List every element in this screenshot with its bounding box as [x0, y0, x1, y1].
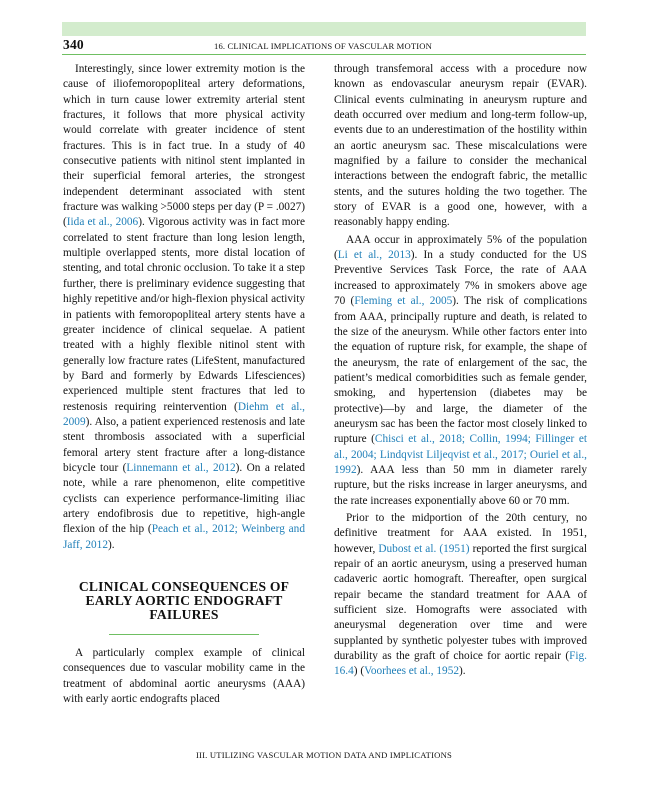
paragraph-text: ) ( — [353, 665, 365, 678]
paragraph-text: through transfemoral access with a procedure now known as endovascular aneurysm repair (EVAR). Clinical events culminating in aneurysm rupture and death occurred over medium and long-term follow-up, events due to an underestimation of the hostility within an aortic aneurysm sac. These miscalculations were magnified by a failure to consider the mechanical interactions between the endograft fabric, the metallic stents, and the sutures holding the two together. The story of EVAR is a good one, however, with a reasonably happy ending. — [334, 63, 587, 229]
paragraph-text: ). The risk of complications from AAA, principally rupture and death, is related to the size of the aneurysm. While other factors enter into the equation of rupture risk, for example, the shape of the aneurysm, the rate of enlargement of the sac, the patient’s medical comorbidities such as female gender, smoking, and hypertension (diabetes may be protective)—by and large, the diameter of the aneurysm sac has been the factor most closely linked to rupture ( — [334, 295, 587, 446]
citation-link[interactable]: Voorhees et al., 1952 — [364, 665, 459, 678]
paragraph-text: Interestingly, since lower extremity motion is the cause of iliofemoropopliteal artery deformations, which in turn cause lower extremity arterial stent fractures, it follows that more physical activity would correlate with greater incidence of stent fractures. This is in fact true. In a study of 40 consecutive patients with nitinol stent implanted in their superficial femoral arteries, the strongest independent determinant associated with stent fracture was walking >5000 steps per day (P = .0027) ( — [63, 63, 305, 229]
citation-link[interactable]: Dubost et al. (1951) — [378, 542, 470, 555]
section-heading-rule — [109, 634, 259, 635]
paragraph-text: ). Also, a patient experienced restenosis and late stent thrombosis associated with a superficial femoral artery stent fracture after a long-distance bicycle tour ( — [63, 415, 305, 474]
paragraph-text: Prior to the midportion of the 20th century, no definitive treatment for AAA existed. In 1951, however, — [334, 511, 587, 555]
header-rule — [62, 54, 586, 55]
citation-link[interactable]: Li et al., 2013 — [337, 249, 411, 262]
body-paragraph — [63, 646, 305, 707]
header-band — [62, 22, 586, 36]
paragraph-text: ). In a study conducted for the US Preventive Services Task Force, the rate of AAA increased to approximately 7% in smokers above age 70 ( — [334, 249, 587, 308]
section-heading — [63, 580, 305, 624]
citation-link[interactable]: Fleming et al., 2005 — [354, 295, 453, 308]
body-paragraph — [334, 233, 587, 509]
right-column — [334, 62, 587, 682]
paragraph-text: ). — [107, 538, 115, 551]
left-column — [63, 62, 305, 709]
section-heading-line: FAILURES — [149, 607, 219, 622]
running-title: 16. CLINICAL IMPLICATIONS OF VASCULAR MOTION — [214, 41, 432, 51]
body-paragraph — [334, 62, 587, 231]
citation-link[interactable]: Iida et al., 2006 — [66, 216, 139, 229]
citation-link[interactable]: Peach et al., 2012; Weinberg and Jaff, 2012 — [63, 523, 305, 551]
body-paragraph — [334, 511, 587, 680]
citation-link[interactable]: Fig. 16.4 — [334, 650, 587, 678]
section-heading-line: CLINICAL CONSEQUENCES OF — [78, 579, 290, 594]
paragraph-text: ). Vigorous activity was in fact more correlated to stent fracture than long lesion length, multiple overlapped stents, more distal location of stenting, and total chronic occlusion. To take it a step further, there is preliminary evidence suggesting that highly repetitive and/or high-flexion physical activity in patients with femoropopliteal artery stents have a greater incidence of clinical sequelae. A patient treated with a highly flexible nitinol stent with generally low fracture rates (LifeStent, manufactured by Bard and formerly by Edwards Lifesciences) experienced multiple stent fractures that led to restenosis requiring reintervention ( — [63, 216, 306, 413]
paragraph-text: AAA occur in approximately 5% of the population ( — [334, 233, 587, 262]
paragraph-text: ). On a related note, while a rare phenomenon, elite competitive cyclists can experience performance-limiting iliac artery endofibrosis due to repetitive, high-angle flexion of the hip ( — [63, 461, 306, 536]
paragraph-text: reported the first surgical repair of an aortic aneurysm, using a preserved human cadaveric aortic homograft. Thereafter, open surgical repair became the standard treatment for AAA of sufficient size. Homografts were associated with aneurysmal degeneration over time and were supplanted by synthetic polyester tubes with improved durability as the graft of choice for aortic repair ( — [334, 542, 588, 663]
citation-link[interactable]: Diehm et al., 2009 — [63, 400, 305, 428]
paragraph-text: A particularly complex example of clinical consequences due to vascular mobility came in the treatment of abdominal aortic aneurysms (AAA) with early aortic endografts placed — [63, 647, 305, 706]
paragraph-text: ). AAA less than 50 mm in diameter rarely rupture, but the risks increase in larger aneurysms, and the rate increases exponentially above 60 or 70 mm. — [334, 463, 587, 507]
body-paragraph — [63, 62, 305, 553]
page-number: 340 — [63, 37, 84, 52]
citation-link[interactable]: Linnemann et al., 2012 — [126, 461, 236, 474]
footer-part-title: III. UTILIZING VASCULAR MOTION DATA AND IMPLICATIONS — [196, 750, 452, 760]
citation-link[interactable]: Chisci et al., 2018; Collin, 1994; Fillinger et al., 2004; Lindqvist Liljeqvist et al., 2017; Ouriel et al., 1992 — [334, 433, 587, 476]
section-heading-line: EARLY AORTIC ENDOGRAFT — [85, 593, 283, 608]
paragraph-text: ). — [459, 665, 466, 678]
